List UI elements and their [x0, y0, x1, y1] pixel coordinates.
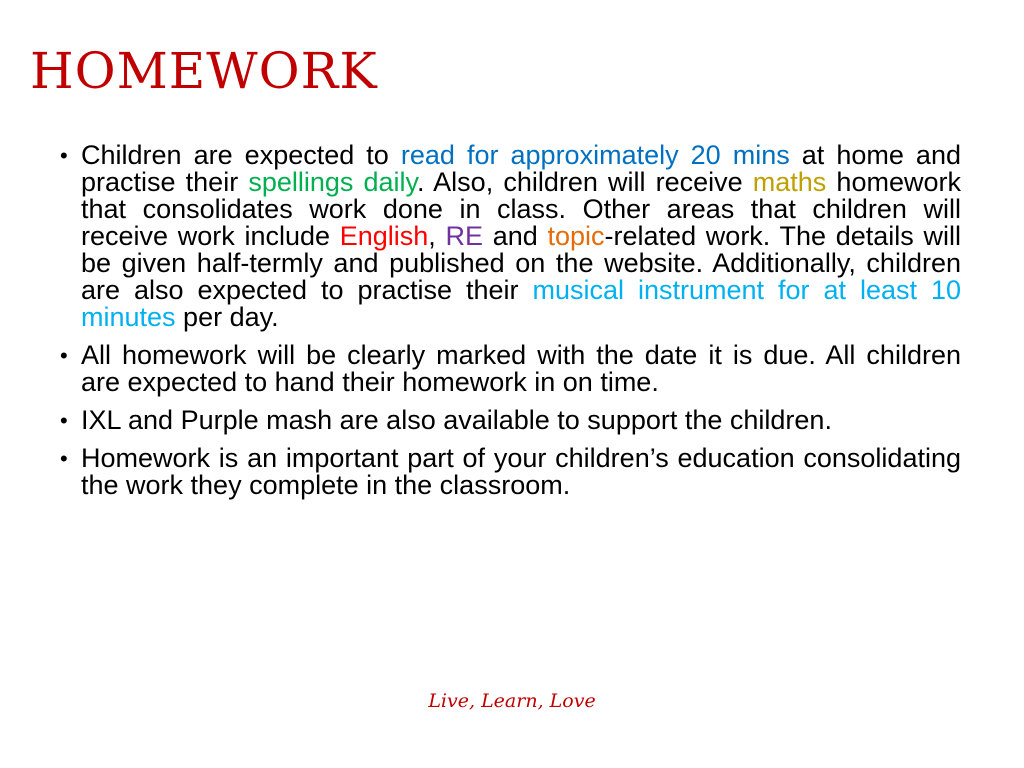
bullet-text-segment: homework that consolidates work done in class. Other areas that children will receive work include	[81, 167, 961, 251]
bullet-text-segment: musical instrument for at least 10 minutes	[81, 275, 961, 332]
school-motto: Live, Learn, Love	[428, 690, 596, 712]
bullet-dot-icon: •	[60, 408, 68, 433]
bullet-item-4	[58, 445, 961, 499]
bullet-text-segment: Children are expected to	[81, 140, 401, 170]
bullet-text-segment: topic	[547, 221, 605, 251]
homework-bullet-list	[58, 142, 961, 510]
bullet-text-segment: at home and practise their	[81, 140, 961, 197]
bullet-dot-icon: •	[60, 446, 68, 471]
bullet-text-segment: and	[483, 221, 548, 251]
bullet-item-3	[58, 407, 961, 434]
bullet-text-segment: . Also, children will receive	[417, 167, 753, 197]
bullet-text-segment: ,	[428, 221, 446, 251]
bullet-text-segment: per day.	[175, 302, 279, 332]
bullet-dot-icon: •	[60, 343, 68, 368]
bullet-item-2	[58, 342, 961, 396]
slide-title: HOMEWORK	[30, 42, 378, 100]
bullet-text-segment: maths	[752, 167, 827, 197]
bullet-dot-icon: •	[60, 143, 68, 168]
bullet-text-segment: -related work. The details will be given half-termly and published on the website. Additionally, children are also expected to practise their	[81, 221, 961, 305]
bullet-item-1	[58, 142, 961, 331]
bullet-text-segment: spellings daily	[248, 167, 418, 197]
bullet-text-segment: All homework will be clearly marked with the date it is due. All children are expected to hand their homework in on time.	[81, 340, 961, 397]
bullet-text-segment: English	[339, 221, 429, 251]
bullet-text-segment: IXL and Purple mash are also available to support the children.	[81, 405, 832, 435]
bullet-text-segment: Homework is an important part of your children’s education consolidating the work they complete in the classroom.	[81, 443, 961, 500]
bullet-text-segment: read for approximately 20 mins	[400, 140, 790, 170]
bullet-text-segment: RE	[445, 221, 484, 251]
